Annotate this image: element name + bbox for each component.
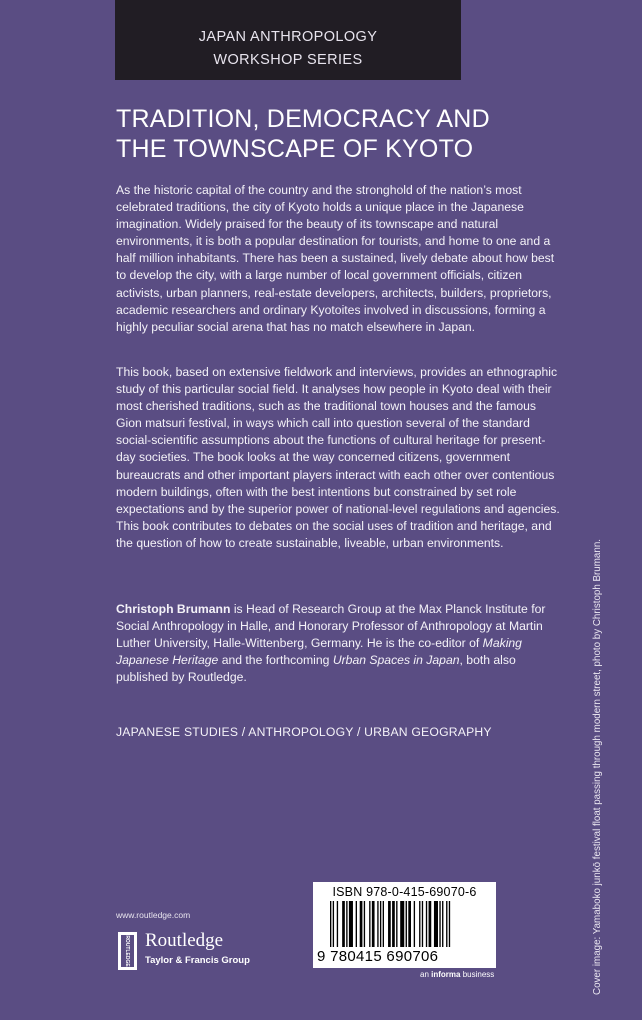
isbn-label: ISBN 978-0-415-69070-6 [332, 885, 477, 899]
barcode-bar [388, 901, 391, 947]
informa-brand: informa [431, 970, 461, 979]
barcode-bar [392, 901, 395, 947]
publisher-logo [118, 930, 318, 974]
author-bio-text-2: and the forthcoming [218, 653, 333, 668]
barcode-bar [429, 901, 432, 947]
author-bio-text-1: is Head of Research Group at the Max Planck Institute for Social Anthropology in Halle, and Honorary Professor of Anthropology at Martin Luther University, Halle-Wittenberg, Germany. He is the co-editor of [116, 602, 546, 651]
informa-tagline [420, 970, 494, 979]
barcode-bar [434, 901, 438, 947]
description-paragraph-2: This book, based on extensive fieldwork and interviews, provides an ethnographic study of this particular social field. It analyses how people in Kyoto deal with their most cherished traditions, such as the traditional town houses and the famous Gion matsuri festival, in ways which call into question several of the standard social-scientific assumptions about the functions of cultural heritage for present-day societies. The book looks at the way concerned citizens, government bureaucrats and other important players interact with each other over contentious modern buildings, often with the best intentions but constrained by set role expectations and by the superior power of national-level regulations and agencies. This book contributes to debates on the social uses of tradition and heritage, and the question of how to create sustainable, liveable, urban environments. [116, 365, 560, 550]
barcode-bar [369, 901, 370, 947]
subject-categories: JAPANESE STUDIES / ANTHROPOLOGY / URBAN GEOGRAPHY [116, 725, 492, 739]
barcode-bar [419, 901, 420, 947]
barcode-bar [446, 901, 447, 947]
barcode-bar [414, 901, 415, 947]
informa-prefix: an [420, 970, 432, 979]
barcode-bar [346, 901, 347, 947]
barcode-bar [383, 901, 384, 947]
book-title-line1: TRADITION, DEMOCRACY AND [116, 105, 490, 133]
routledge-mark-icon [118, 932, 137, 970]
barcode-bar [337, 901, 338, 947]
barcode-bar [406, 901, 407, 947]
author-book-1: Making Japanese Heritage [116, 636, 522, 668]
barcode-bar [426, 901, 427, 947]
barcode-bar [372, 901, 375, 947]
description-paragraph-1: As the historic capital of the country and the stronghold of the nation’s most celebrated traditions, the city of Kyoto holds a unique place in the Japanese imagination. Widely praised for the beauty of its townscape and natural environments, it is both a popular destination for tourists, and home to one and a half million inhabitants. There has been a sustained, lively debate about how best to develop the city, with a large number of local government officials, citizen activists, urban planners, real-estate developers, architects, builders, proprietors, academic researchers and ordinary Kyotoites involved in discussions, forming a highly peculiar social arena that has no match elsewhere in Japan. [116, 183, 555, 334]
author-book-2: Urban Spaces in Japan [332, 653, 460, 668]
informa-suffix: business [460, 970, 495, 979]
barcode-bar [422, 901, 423, 947]
cover-image-credit: Cover image: Yamaboko junkō festival float passing through modern street, photo by Christoph Brumann. [592, 539, 603, 995]
series-name-line2: WORKSHOP SERIES [213, 52, 363, 68]
book-title-line2: THE TOWNSCAPE OF KYOTO [116, 135, 474, 163]
routledge-mark-text: ROUTLEDGE [124, 935, 131, 967]
barcode-bar [333, 901, 334, 947]
barcode-bar [442, 901, 443, 947]
barcode-bar [377, 901, 378, 947]
series-banner [115, 0, 461, 80]
barcode-bar [439, 901, 440, 947]
barcode-bar [356, 901, 357, 947]
barcode-bar [396, 901, 397, 947]
barcode-bar [330, 901, 331, 947]
author-bio-text-3: , both also published by Routledge. [116, 653, 516, 685]
publisher-url: www.routledge.com [116, 910, 191, 920]
barcode-bar [380, 901, 381, 947]
publisher-group: Taylor & Francis Group [145, 955, 250, 966]
author-name: Christoph Brumann [116, 602, 231, 616]
barcode-bar [408, 901, 411, 947]
author-bio [116, 601, 564, 686]
barcode-bar [364, 901, 365, 947]
barcode-digits: 9 780415 690706 [317, 948, 439, 965]
series-name-line1: JAPAN ANTHROPOLOGY [198, 29, 378, 45]
barcode-bar [342, 901, 345, 947]
barcode-bar [349, 901, 353, 947]
barcode-bars [330, 901, 490, 953]
barcode-bar [400, 901, 404, 947]
barcode-bar [360, 901, 363, 947]
barcode [313, 882, 496, 968]
barcode-bar [449, 901, 450, 947]
publisher-name: Routledge [145, 930, 224, 951]
